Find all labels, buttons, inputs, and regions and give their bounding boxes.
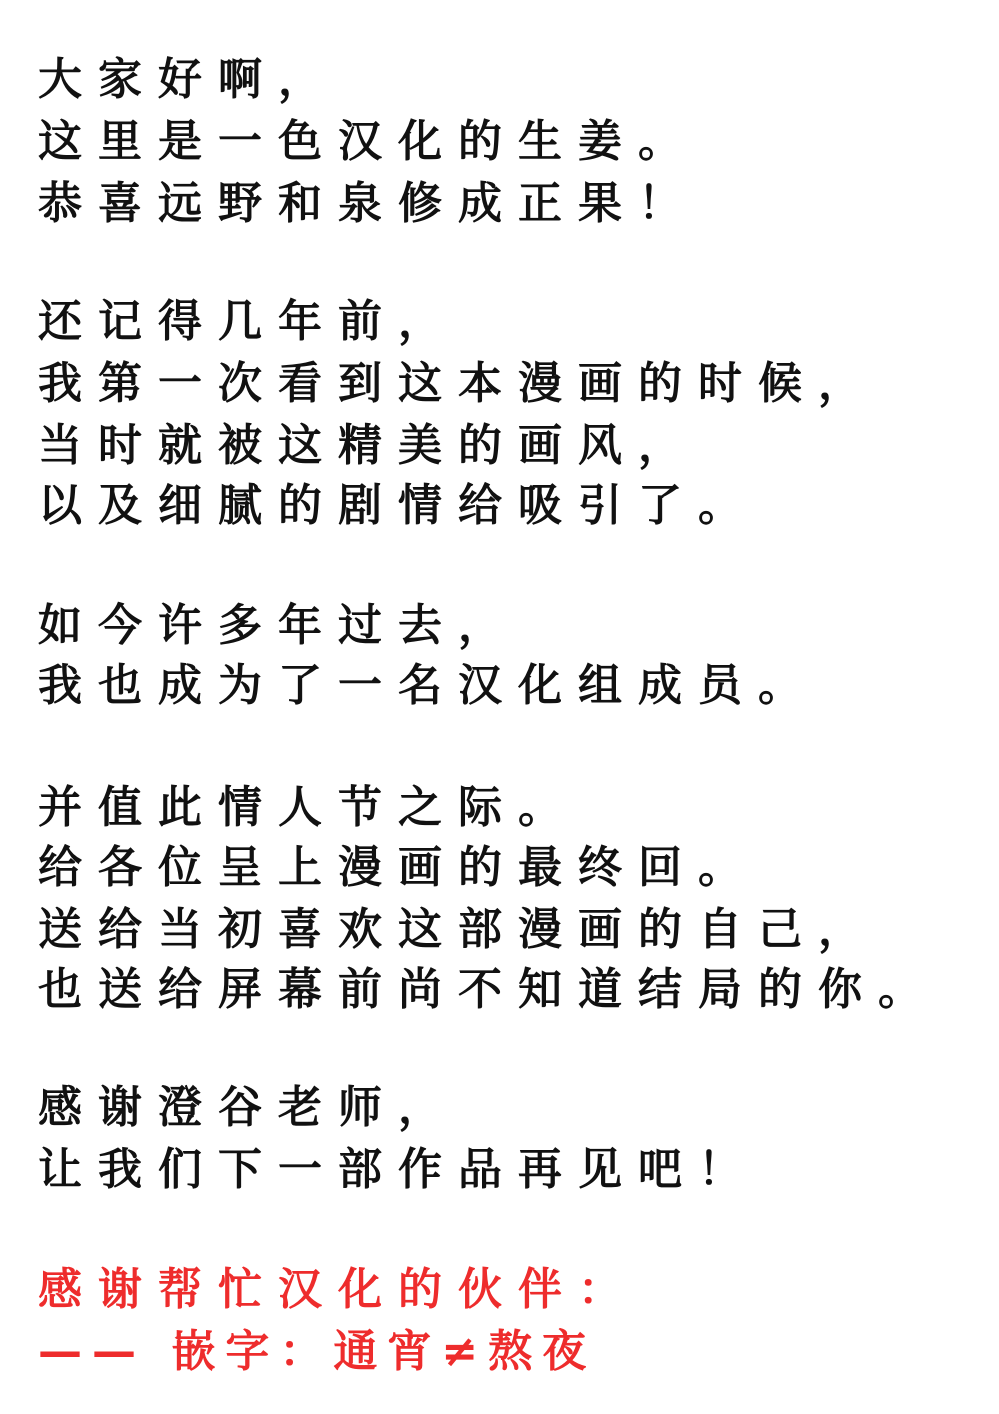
text-line: 还记得几年前，	[38, 296, 458, 347]
text-line: 给各位呈上漫画的最终回。	[38, 842, 758, 893]
text-line: 当时就被这精美的画风，	[38, 420, 698, 471]
text-line: 我也成为了一名汉化组成员。	[38, 660, 818, 711]
text-line: 如今许多年过去，	[38, 600, 518, 651]
text-line: 我第一次看到这本漫画的时候，	[38, 358, 878, 409]
text-line: 送给当初喜欢这部漫画的自己，	[38, 904, 878, 955]
text-line: 大家好啊，	[38, 54, 338, 105]
text-line: 让我们下一部作品再见吧！	[38, 1144, 758, 1195]
text-line: 并值此情人节之际。	[38, 782, 578, 833]
credits-typesetter: —— 嵌字：通宵≠熬夜	[38, 1326, 597, 1377]
text-line: 以及细腻的剧情给吸引了。	[38, 480, 758, 531]
text-line: 感谢澄谷老师，	[38, 1082, 458, 1133]
text-line: 也送给屏幕前尚不知道结局的你。	[38, 964, 938, 1015]
text-line: 恭喜远野和泉修成正果！	[38, 178, 698, 229]
text-line: 这里是一色汉化的生姜。	[38, 116, 698, 167]
credits-heading: 感谢帮忙汉化的伙伴：	[38, 1264, 638, 1315]
